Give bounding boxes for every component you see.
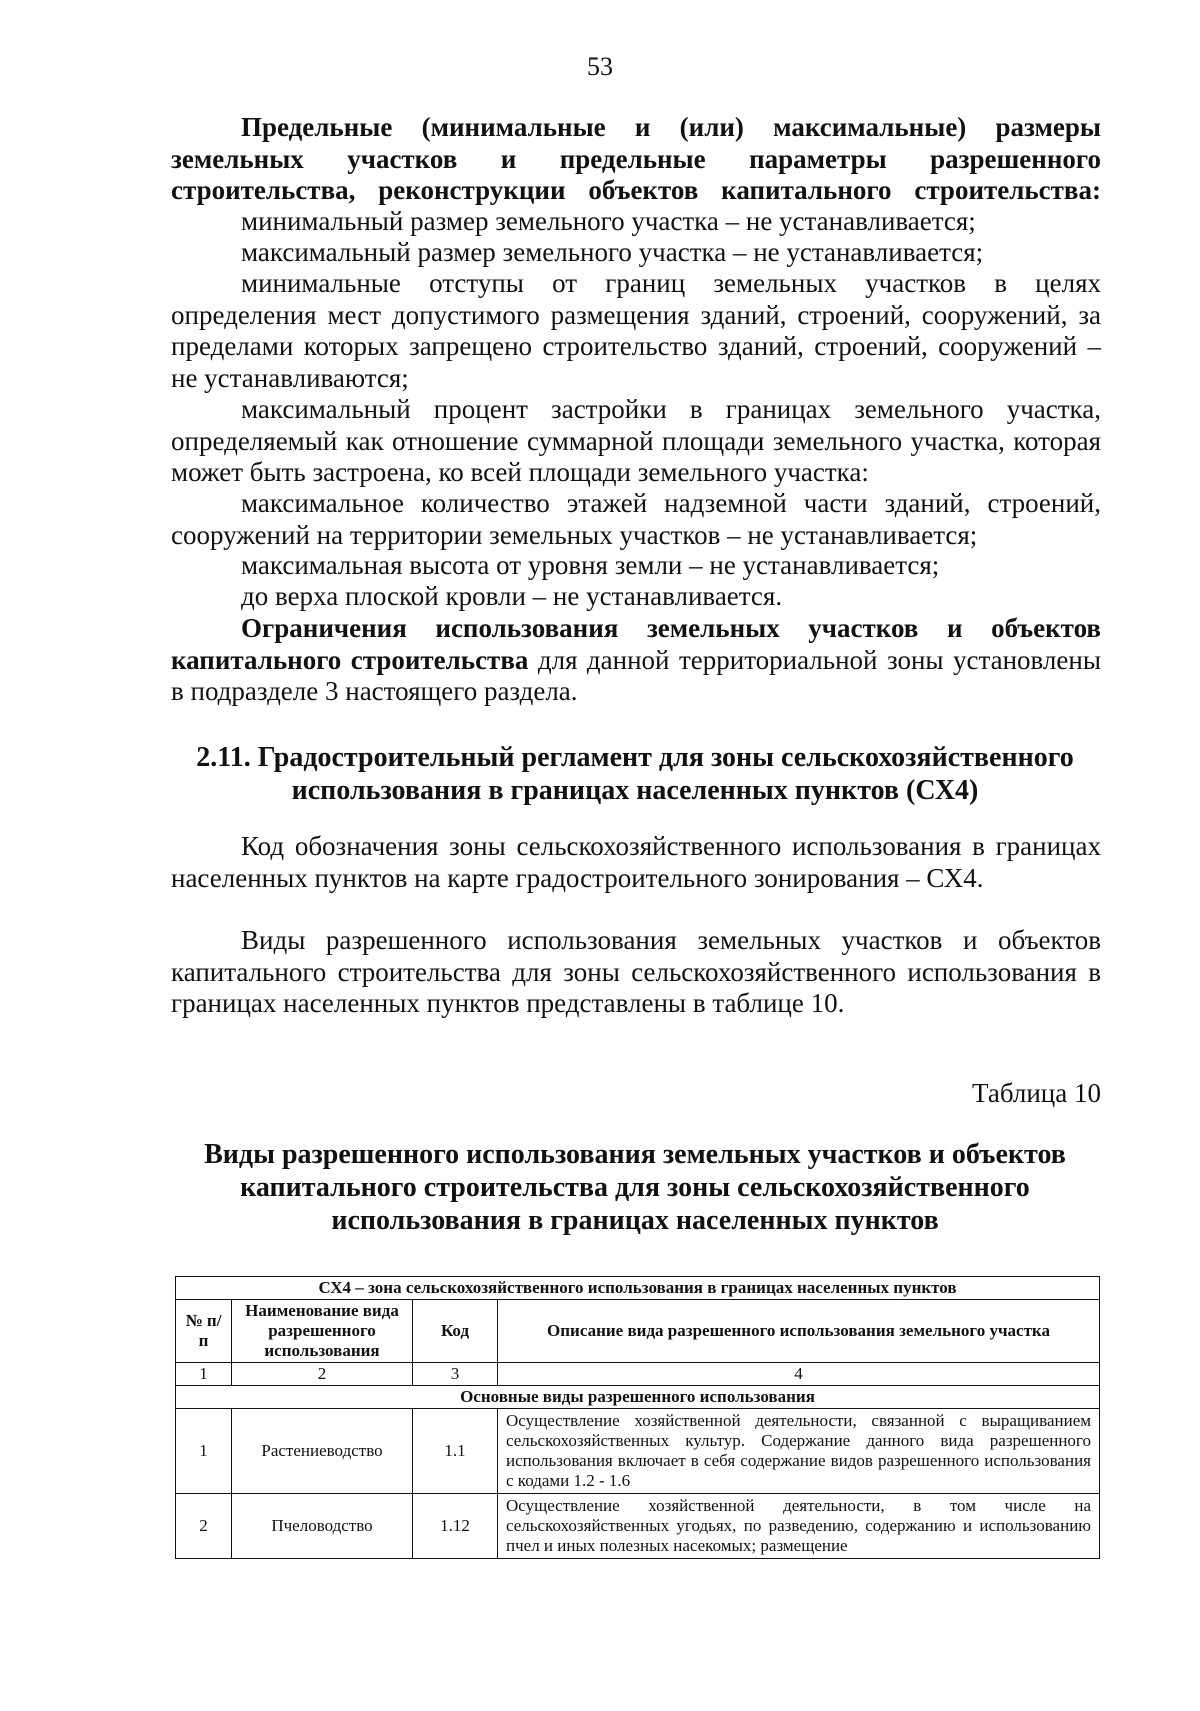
group-header: Основные виды разрешенного использования [176, 1386, 1100, 1409]
column-header-row [176, 1300, 1100, 1363]
col-number: 3 [413, 1363, 498, 1386]
page-number: 53 [587, 52, 613, 81]
restrictions-paragraph [171, 613, 1101, 708]
permitted-use-table [175, 1276, 1100, 1559]
min-size-text: минимальный размер земельного участка – не устанавливается; [241, 206, 976, 236]
coverage-text: максимальный процент застройки в границах земельного участка, определяемый как отношение суммарной площади земельного участка, которая может быть застроена, ко всей площади земельного участка: [171, 394, 1101, 487]
row-description: Осуществление хозяйственной деятельности, в том числе на сельскохозяйственных угодьях, по разведению, содержанию и использованию пчел и иных полезных насекомых; размещение [498, 1494, 1100, 1559]
row-description: Осуществление хозяйственной деятельности, связанной с выращиванием сельскохозяйственных культур. Содержание данного вида разрешенного использования включает в себя содержание видов разрешенного использования с кодами 1.2 - 1.6 [498, 1409, 1100, 1494]
row-use-name: Растениеводство [232, 1409, 413, 1494]
roof-text: до верха плоской кровли – не устанавливается. [241, 581, 783, 611]
table-row [176, 1409, 1100, 1494]
col-number: 2 [232, 1363, 413, 1386]
row-code: 1.12 [413, 1494, 498, 1559]
col-header-code: Код [413, 1300, 498, 1363]
row-use-name: Пчеловодство [232, 1494, 413, 1559]
col-number: 4 [498, 1363, 1100, 1386]
permitted-types-paragraph: Виды разрешенного использования земельных участков и объектов капитального строительства для зоны сельскохозяйственного использования в границах населенных пунктов представлены в таблице 10. [171, 925, 1101, 1018]
zone-header: СХ4 – зона сельскохозяйственного использования в границах населенных пунктов [176, 1277, 1100, 1300]
zone-header-row [176, 1277, 1100, 1300]
zone-code-paragraph: Код обозначения зоны сельскохозяйственного использования в границах населенных пунктов на карте градостроительного зонирования – СХ4. [171, 831, 1101, 893]
height-text: максимальная высота от уровня земли – не устанавливается; [241, 550, 940, 580]
table-label: Таблица 10 [972, 1078, 1101, 1108]
floors-text: максимальное количество этажей надземной части зданий, строений, сооружений на территории земельных участков – не устанавливается; [171, 488, 1101, 550]
restrictions-bold: Ограничения использования земельных участков и объектов капитального строительства [171, 613, 1101, 675]
column-number-row [176, 1363, 1100, 1386]
restrictions-rest: для данной территориальной зоны установлены в подразделе 3 настоящего раздела. [171, 644, 1101, 706]
max-size-text: максимальный размер земельного участка – не устанавливается; [241, 237, 984, 267]
table-title: Виды разрешенного использования земельных участков и объектов капитального строительства для зоны сельскохозяйственного использования в границах населенных пунктов [204, 1139, 1066, 1236]
setbacks-text: минимальные отступы от границ земельных участков в целях определения мест допустимого размещения зданий, строений, сооружений, за пределами которых запрещено строительство зданий, строений, сооружений – не устанавливаются; [171, 268, 1101, 393]
row-code: 1.1 [413, 1409, 498, 1494]
limits-heading: Предельные (минимальные и (или) максимальные) размеры земельных участков и предельные параметры разрешенного строительства, реконструкции объектов капитального строительства: [171, 112, 1101, 205]
section-title: 2.11. Градостроительный регламент для зоны сельскохозяйственного использования в границах населенных пунктов (СХ4) [196, 742, 1074, 806]
row-number: 2 [176, 1494, 232, 1559]
row-number: 1 [176, 1409, 232, 1494]
col-header-description: Описание вида разрешенного использования земельного участка [498, 1300, 1100, 1363]
group-header-row [176, 1386, 1100, 1409]
col-number: 1 [176, 1363, 232, 1386]
table-row [176, 1494, 1100, 1559]
col-header-number: № п/п [176, 1300, 232, 1363]
col-header-name: Наименование вида разрешенного использования [232, 1300, 413, 1363]
